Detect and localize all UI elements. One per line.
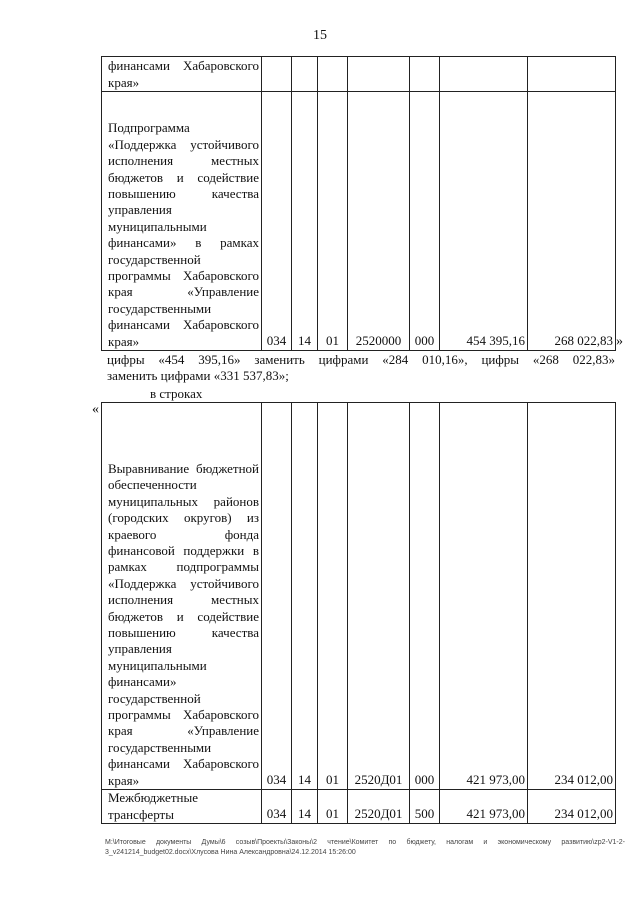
amendment-line-2: заменить цифрами «331 537,83»;	[107, 368, 289, 383]
section-code: 14	[292, 790, 318, 824]
expense-type-code: 000	[410, 403, 440, 790]
opening-quote: «	[92, 402, 99, 417]
sum-2015: 421 973,00	[440, 403, 528, 790]
budget-table-1	[101, 56, 616, 351]
section-code: 14	[292, 92, 318, 351]
target-code	[348, 57, 410, 92]
admin-code: 034	[262, 790, 292, 824]
admin-code: 034	[262, 92, 292, 351]
expense-type-code: 000	[410, 92, 440, 351]
sum-2016: 268 022,83	[528, 92, 616, 351]
budget-table-2	[101, 402, 616, 824]
instruction-text: в строках	[150, 386, 203, 401]
table-row	[102, 403, 616, 790]
sum-2015: 454 395,16	[440, 92, 528, 351]
table-row	[102, 57, 616, 92]
expense-type-code: 500	[410, 790, 440, 824]
section-code	[292, 57, 318, 92]
row-name: Выравнивание бюджетной обеспеченности муниципальных районов (городских округов) из краевого фонда финансовой поддержки в рамках подпрограммы «Поддержка устойчивого исполнения местных бюджетов и содействие повышению качества управления муниципальными финансами» государственной программы Хабаровского края «Управление государственными финансами Хабаровского края»	[102, 403, 262, 790]
row-name: Межбюджетные трансферты	[102, 790, 262, 824]
subsection-code: 01	[318, 92, 348, 351]
subsection-code	[318, 57, 348, 92]
sum-2016	[528, 57, 616, 92]
file-path-footer: M:\Итоговые документы Думы\6 созыв\Проекты\Законы\2 чтение\Комитет по бюджету, налогам и экономическому развитию\zp2-V1-2-3_v241214_budget02.docx\Хлусова Нина Александровна\24.12.2014 15:26:00	[105, 839, 625, 856]
expense-type-code	[410, 57, 440, 92]
admin-code: 034	[262, 403, 292, 790]
subsection-code: 01	[318, 403, 348, 790]
row-name: Подпрограмма «Поддержка устойчивого исполнения местных бюджетов и содействие повышению качества управления муниципальными финансами» в рамках государственной программы Хабаровского края «Управление государственными финансами Хабаровского края»	[102, 92, 262, 351]
target-code: 2520Д01	[348, 790, 410, 824]
row-name: финансами Хабаровского края»	[102, 57, 262, 92]
table-row	[102, 92, 616, 351]
section-code: 14	[292, 403, 318, 790]
page-number: 15	[313, 28, 327, 43]
table-row	[102, 790, 616, 824]
target-code: 2520000	[348, 92, 410, 351]
target-code: 2520Д01	[348, 403, 410, 790]
amendment-line-1: цифры «454 395,16» заменить цифрами «284 010,16», цифры «268 022,83»	[107, 352, 615, 367]
sum-2015	[440, 57, 528, 92]
sum-2015: 421 973,00	[440, 790, 528, 824]
admin-code	[262, 57, 292, 92]
subsection-code: 01	[318, 790, 348, 824]
closing-quote: »	[616, 334, 623, 349]
sum-2016: 234 012,00	[528, 790, 616, 824]
sum-2016: 234 012,00	[528, 403, 616, 790]
